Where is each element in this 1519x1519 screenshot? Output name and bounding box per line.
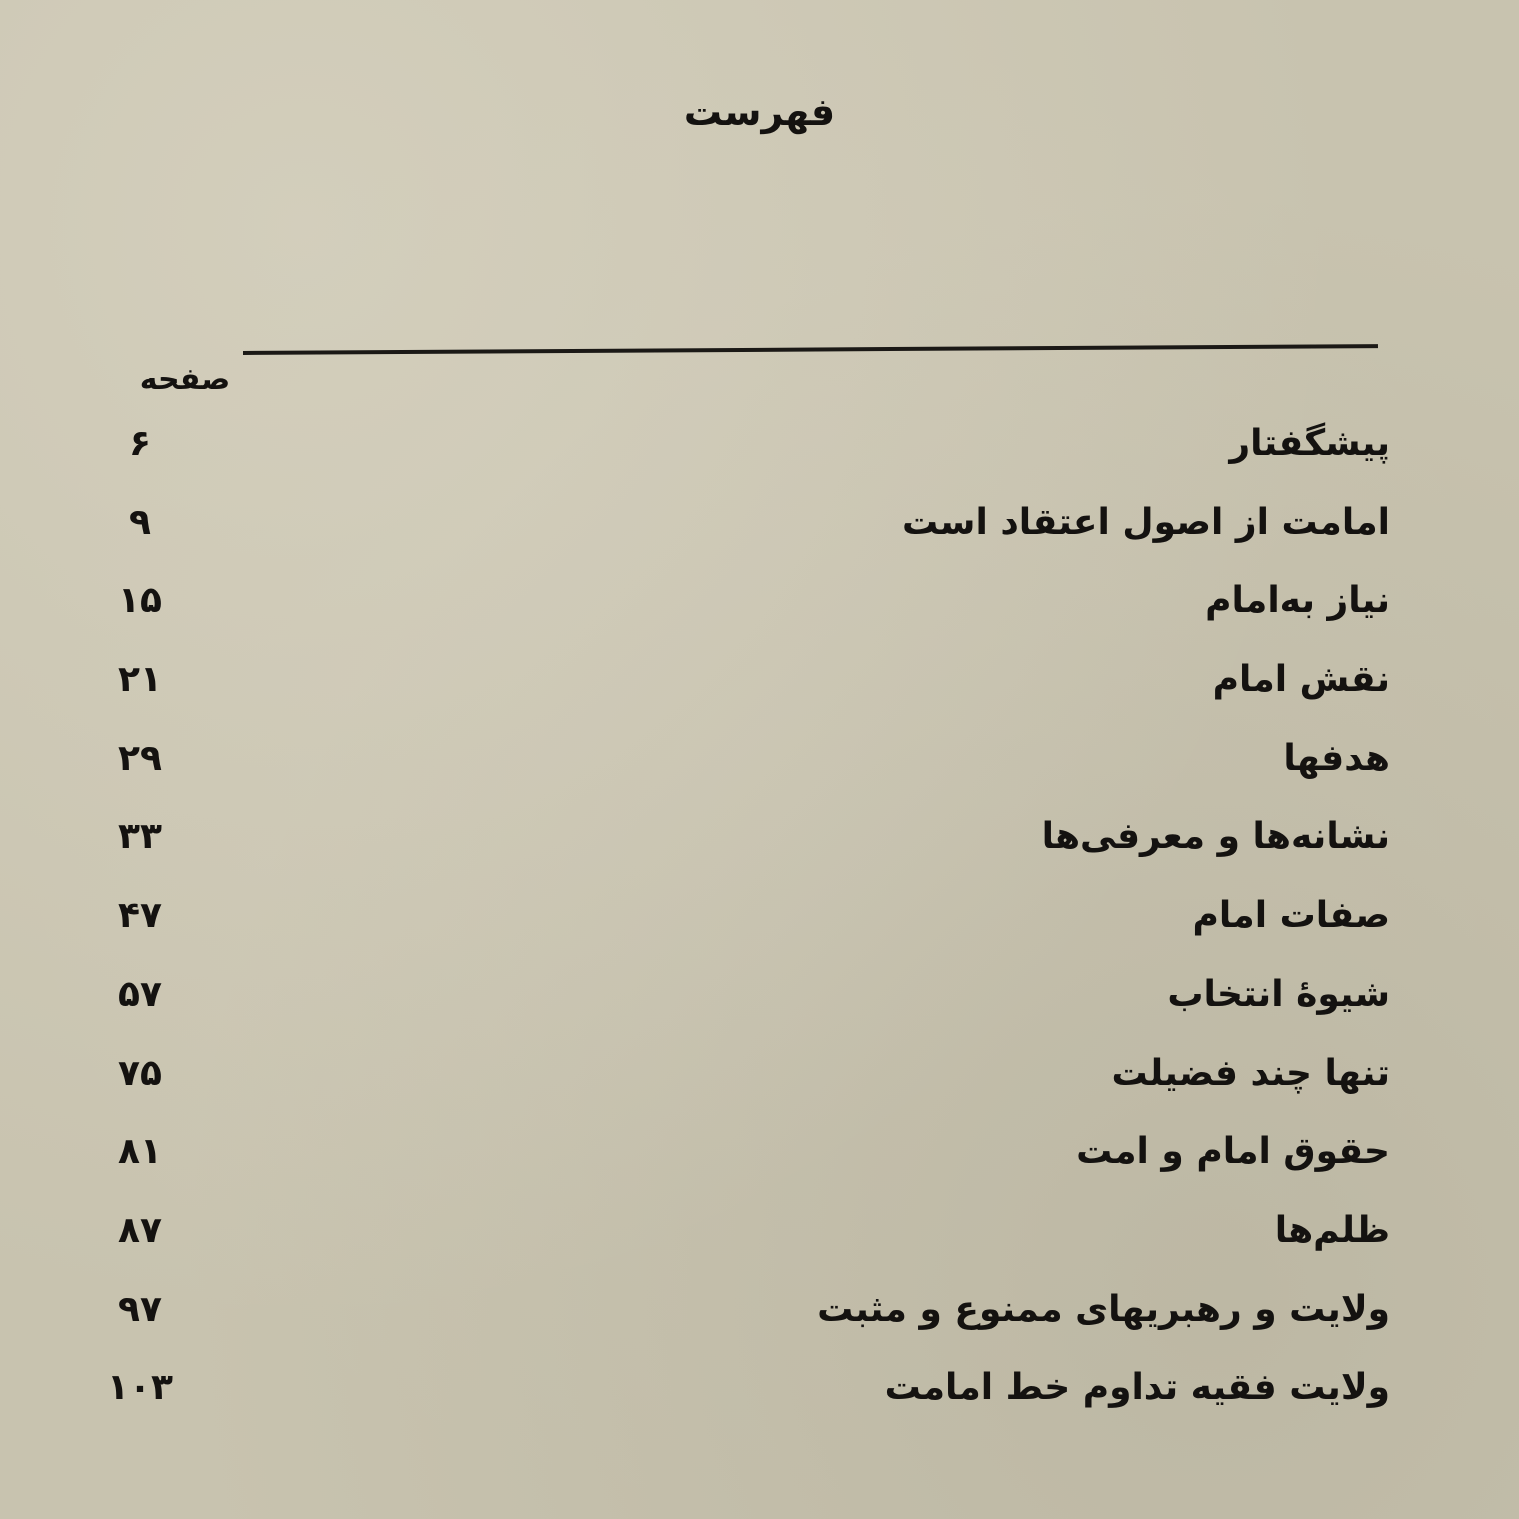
table-of-contents bbox=[100, 409, 1390, 1432]
toc-entry-title: ولایت و رهبریهای ممنوع و مثبت bbox=[817, 1288, 1390, 1330]
page-title: فهرست bbox=[683, 90, 836, 134]
toc-entry-title: حقوق امام و امت bbox=[1076, 1131, 1390, 1173]
toc-entry-title: پیشگفتار bbox=[1229, 423, 1390, 464]
toc-entry-page: ۲۱ bbox=[118, 659, 162, 701]
toc-entry-page: ۹۷ bbox=[118, 1288, 162, 1330]
toc-entry-page: ۹ bbox=[129, 501, 151, 543]
page-column-label: صفحه bbox=[139, 362, 231, 397]
toc-entry-title: نیاز به‌امام bbox=[1205, 580, 1390, 622]
toc-entry-title: ولایت فقیه تداوم خط امامت bbox=[884, 1367, 1390, 1409]
toc-entry bbox=[100, 1039, 1390, 1118]
toc-entry-title: هدفها bbox=[1283, 737, 1390, 779]
toc-entry-page: ۸۱ bbox=[118, 1131, 162, 1173]
toc-entry-page: ۶ bbox=[129, 423, 151, 464]
toc-entry-page: ۱۵ bbox=[118, 580, 162, 622]
toc-entry bbox=[100, 960, 1390, 1039]
toc-entry-title: نشانه‌ها و معرفی‌ها bbox=[1041, 816, 1390, 858]
toc-entry bbox=[100, 645, 1390, 724]
toc-entry-title: ظلم‌ها bbox=[1274, 1209, 1390, 1251]
toc-entry-page: ۲۹ bbox=[118, 737, 162, 779]
toc-entry bbox=[100, 1275, 1390, 1354]
toc-entry-page: ۳۳ bbox=[118, 816, 162, 858]
toc-entry bbox=[100, 1353, 1390, 1432]
toc-entry-page: ۴۷ bbox=[118, 895, 162, 937]
toc-entry-page: ۷۵ bbox=[118, 1052, 162, 1094]
toc-entry-title: تنها چند فضیلت bbox=[1111, 1052, 1390, 1094]
toc-entry-page: ۸۷ bbox=[118, 1209, 162, 1251]
header-rule bbox=[243, 344, 1378, 355]
toc-entry bbox=[100, 409, 1390, 488]
toc-entry-title: شیوهٔ انتخاب bbox=[1167, 973, 1390, 1015]
toc-entry bbox=[100, 1196, 1390, 1275]
toc-entry-title: صفات امام bbox=[1192, 895, 1390, 937]
toc-entry-title: نقش امام bbox=[1212, 659, 1390, 701]
toc-entry-page: ۱۰۳ bbox=[107, 1367, 173, 1409]
toc-entry bbox=[100, 881, 1390, 960]
toc-entry bbox=[100, 488, 1390, 567]
toc-entry bbox=[100, 1117, 1390, 1196]
toc-entry-page: ۵۷ bbox=[118, 973, 162, 1015]
toc-entry bbox=[100, 724, 1390, 803]
toc-entry-title: امامت از اصول اعتقاد است bbox=[901, 501, 1390, 543]
toc-entry bbox=[100, 566, 1390, 645]
toc-entry bbox=[100, 802, 1390, 881]
